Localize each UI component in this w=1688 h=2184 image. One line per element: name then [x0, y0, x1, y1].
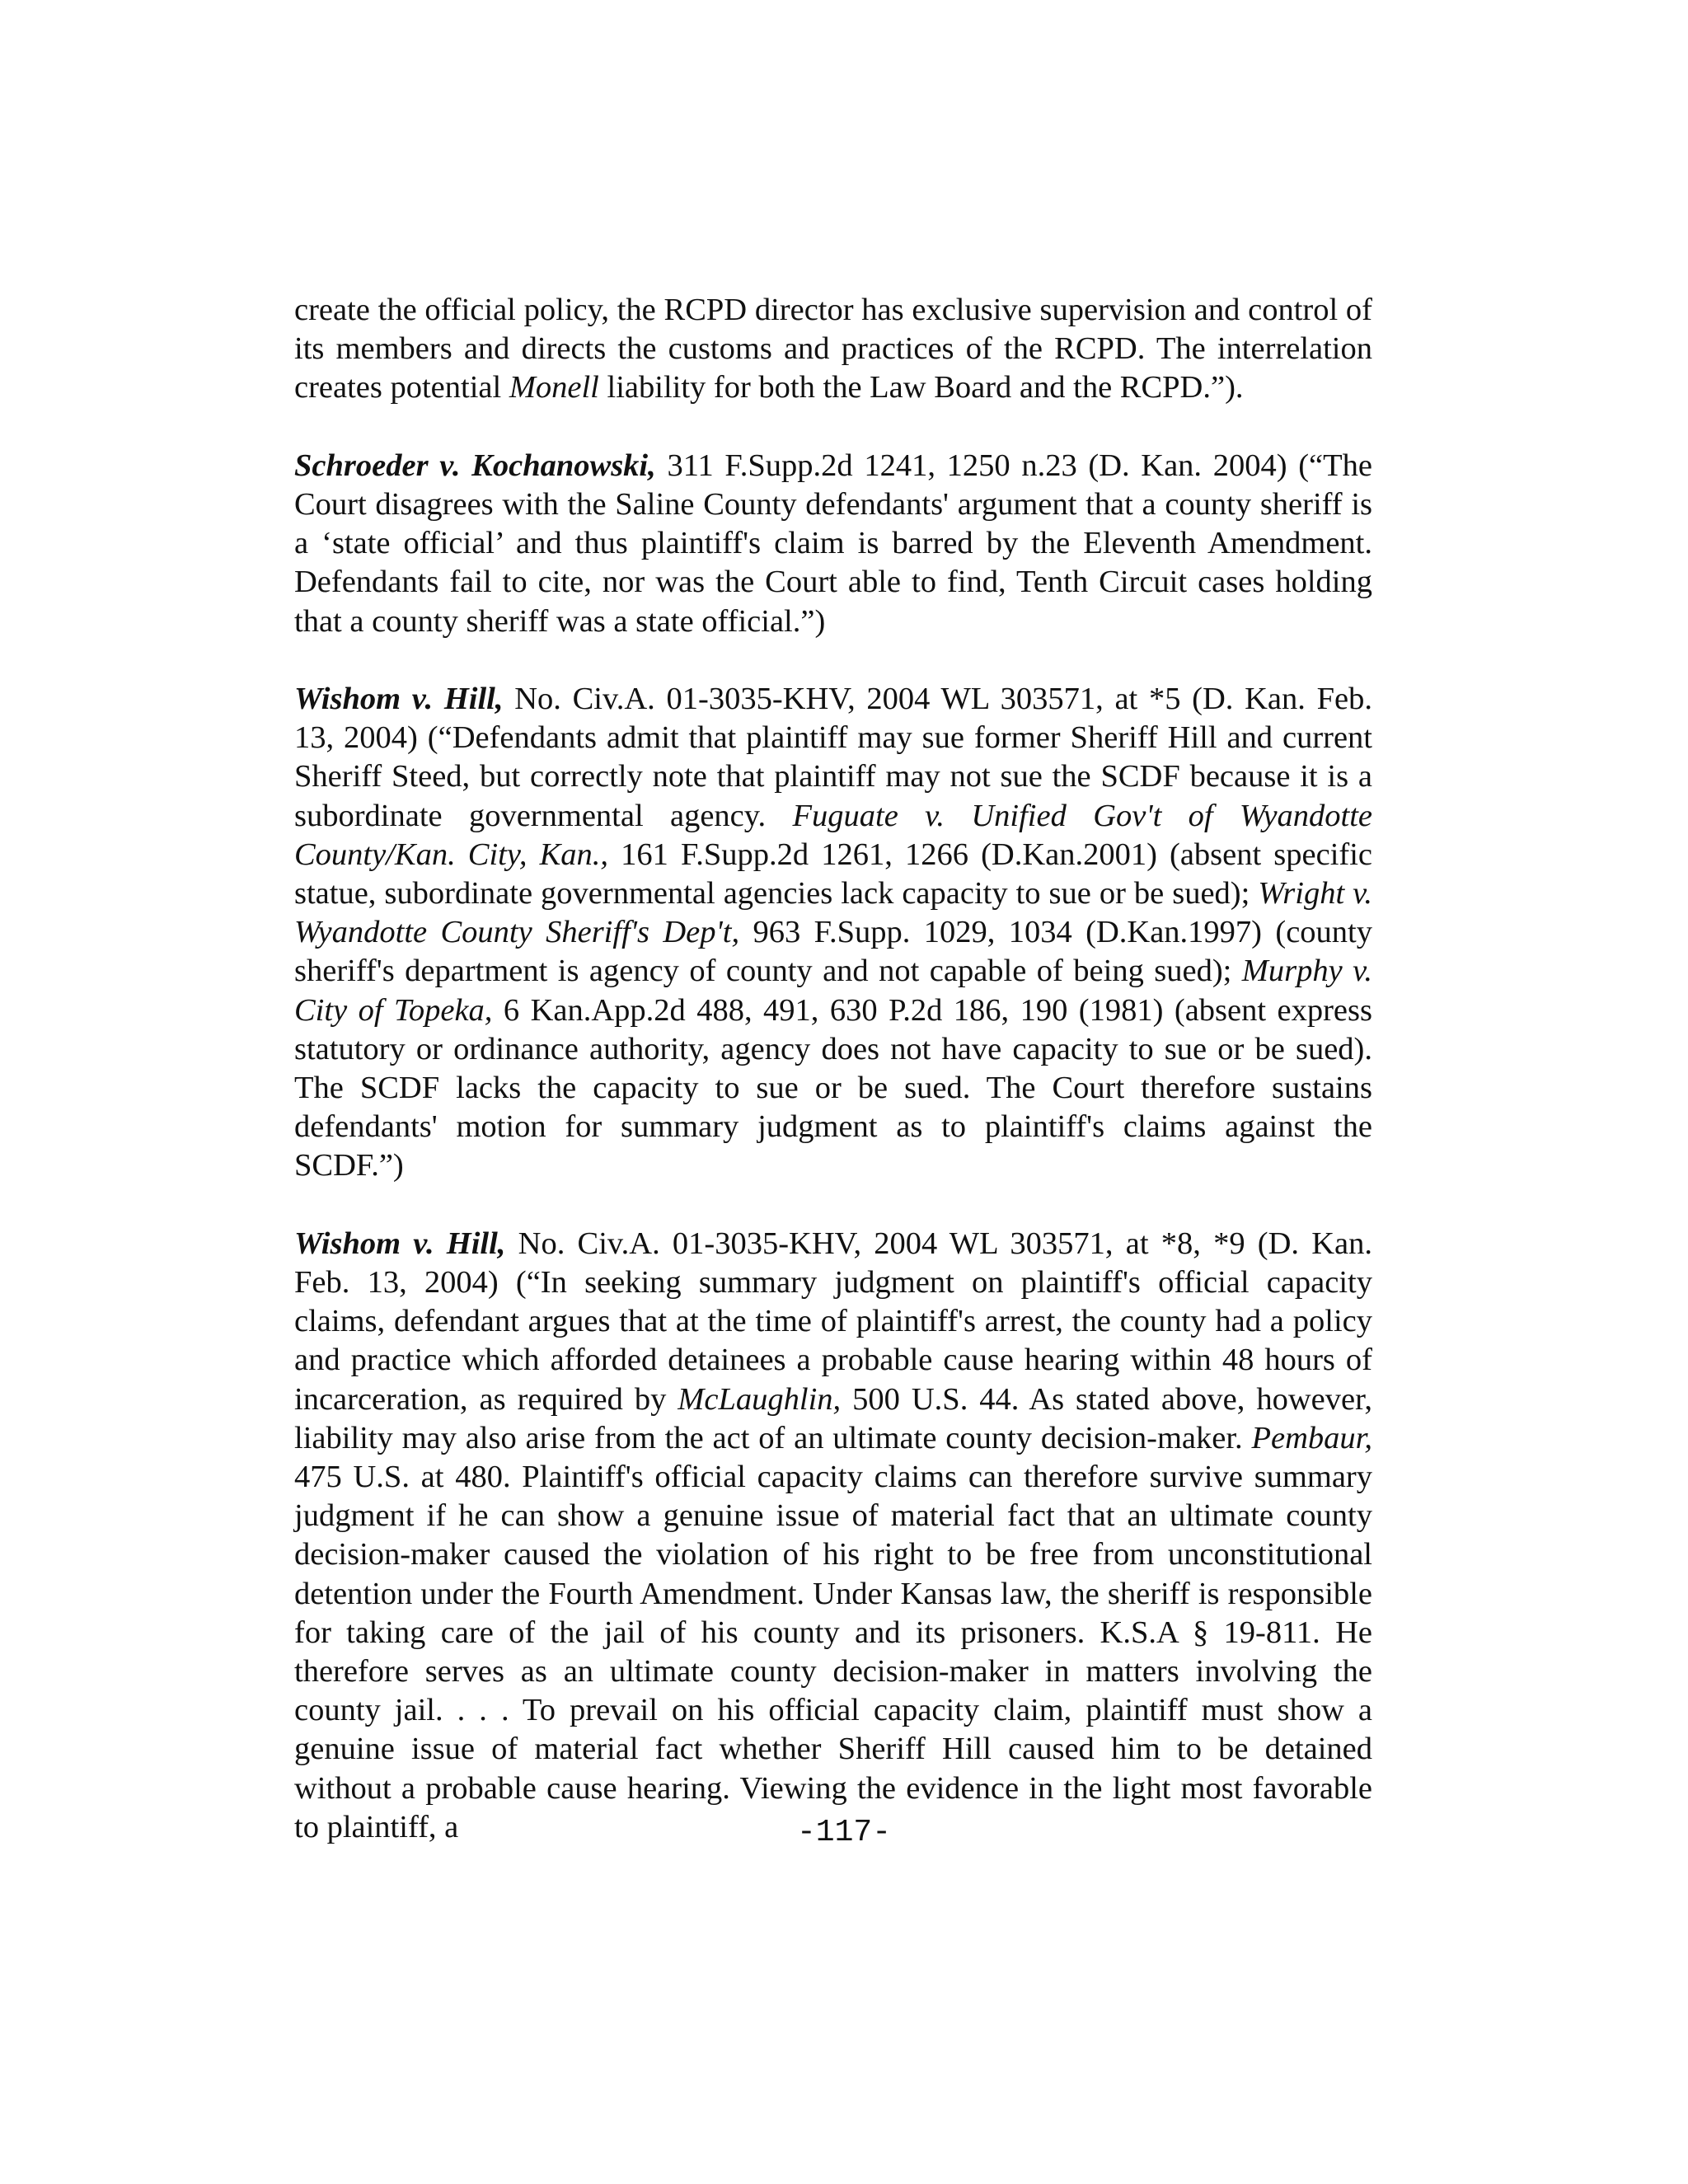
page-number: -117- [796, 1815, 892, 1850]
case-name: Wishom v. Hill, [294, 682, 504, 716]
body-text [294, 291, 1372, 1847]
italic-citation: Pembaur, [1251, 1420, 1372, 1455]
italic-citation: Murphy v. City of Topeka, [294, 954, 1372, 1028]
paragraph-text: 6 Kan.App.2d 488, 491, 630 P.2d 186, 190 (1981) (absent express statutory or ordinance authority, agency does not have capacity to sue or be sued). The SCDF lacks the capacity to sue or be sued. The Court therefore sustains defendants' motion for summary judgment as to plaintiff's claims against the SCDF.”) [294, 992, 1372, 1183]
italic-citation: Monell [509, 370, 599, 405]
paragraph-text: 475 U.S. at 480. Plaintiff's official capacity claims can therefore survive summary judgment if he can show a genuine issue of material fact that an ultimate county decision-maker caused the violation of his right to be free from unconstitutional detention under the Fourth Amendment. Under Kansas law, the sheriff is responsible for taking care of the jail of his county and its prisoners. K.S.A § 19-811. He therefore serves as an ultimate county decision-maker in matters involving the county jail. . . . To prevail on his official capacity claim, plaintiff must show a genuine issue of material fact whether Sheriff Hill caused him to be detained without a probable cause hearing. Viewing the evidence in the light most favorable to plaintiff, a [294, 1460, 1372, 1844]
paragraph-text: No. Civ.A. 01-3035-KHV, 2004 WL 303571, at *8, *9 (D. Kan. Feb. 13, 2004) (“In seeking summary judgment on plaintiff's official capacity claims, defendant argues that at the time of plaintiff's arrest, the county had a policy and practice which afforded detainees a probable cause hearing within 48 hours of incarceration, as required by [294, 1226, 1372, 1417]
paragraph-text: 500 U.S. 44. As stated above, however, liability may also arise from the act of an ultimate county decision-maker. [294, 1381, 1372, 1455]
italic-citation: Wright v. Wyandotte County Sheriff's Dep't, [294, 876, 1372, 950]
italic-citation: Fuguate v. Unified Gov't of Wyandotte County/Kan. City, Kan., [294, 798, 1373, 872]
paragraph-text: create the official policy, the RCPD director has exclusive supervision and control of its members and directs the customs and practices of the RCPD. The interrelation creates potential [294, 293, 1372, 405]
paragraph [294, 1225, 1372, 1847]
paragraph-text: 161 F.Supp.2d 1261, 1266 (D.Kan.2001) (absent specific statue, subordinate governmental agencies lack capacity to sue or be sued); [294, 837, 1372, 912]
paragraph-text: 963 F.Supp. 1029, 1034 (D.Kan.1997) (county sheriff's department is agency of county and not capable of being sued); [294, 915, 1372, 989]
paragraph-text: No. Civ.A. 01-3035-KHV, 2004 WL 303571, at *5 (D. Kan. Feb. 13, 2004) (“Defendants admit that plaintiff may sue former Sheriff Hill and current Sheriff Steed, but correctly note that plaintiff may not sue the SCDF because it is a subordinate governmental agency. [294, 682, 1372, 833]
paragraph-text: 311 F.Supp.2d 1241, 1250 n.23 (D. Kan. 2004) (“The Court disagrees with the Saline County defendants' argument that a county sheriff is a ‘state official’ and thus plaintiff's claim is barred by the Eleventh Amendment. Defendants fail to cite, nor was the Court able to find, Tenth Circuit cases holding that a county sheriff was a state official.”) [294, 448, 1372, 639]
italic-citation: McLaughlin, [678, 1381, 842, 1417]
paragraph-text: liability for both the Law Board and the RCPD.”). [598, 370, 1244, 405]
paragraph [294, 680, 1372, 1186]
paragraph [294, 291, 1372, 408]
case-name: Schroeder v. Kochanowski, [294, 448, 656, 483]
case-name: Wishom v. Hill, [294, 1226, 506, 1261]
paragraph [294, 447, 1372, 641]
